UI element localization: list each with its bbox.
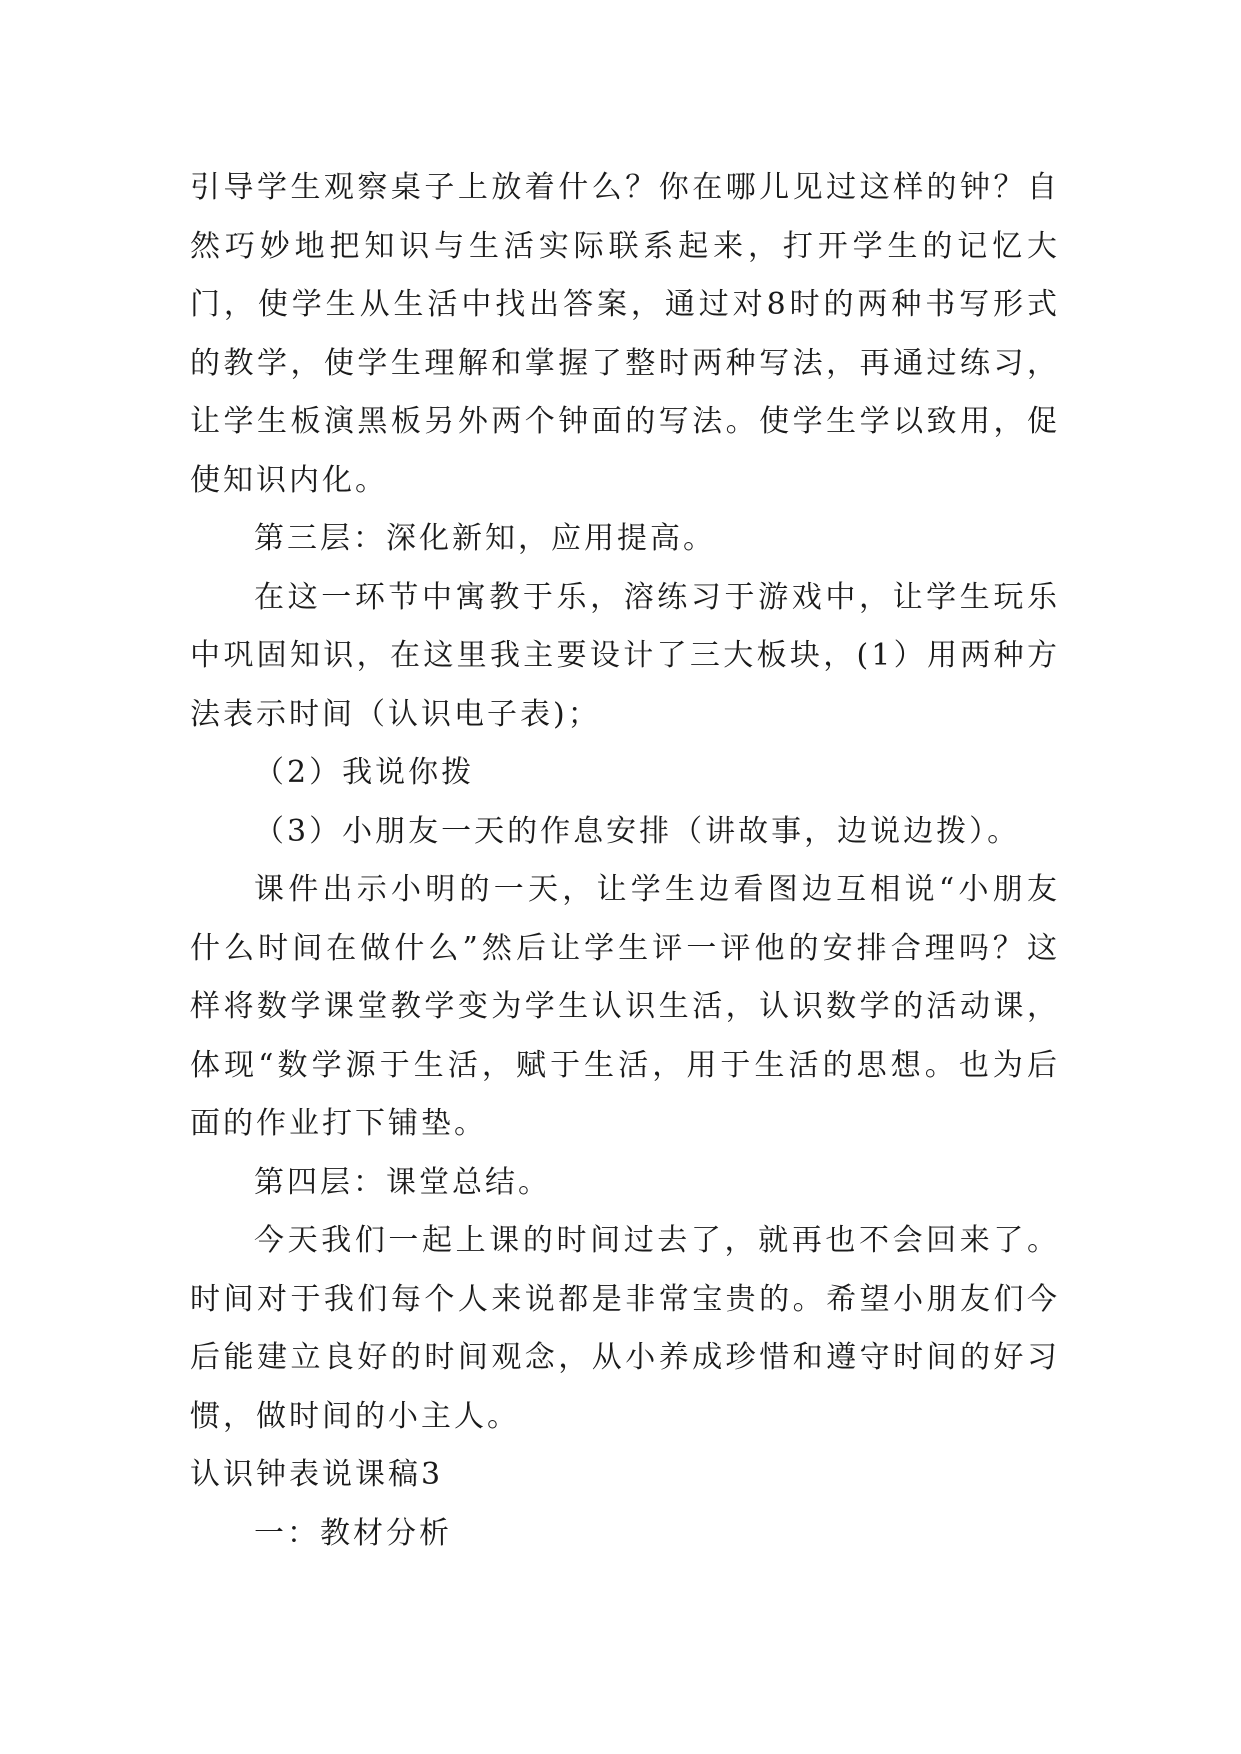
- paragraph-xiaoming-day: 课件出示小明的一天，让学生边看图边互相说“小朋友什么时间在做什么”然后让学生评一评他的安排合理吗？这样将数学课堂教学变为学生认识生活，认识数学的活动课，体现“数学源于生活，赋于生活，用于生活的思想。也为后面的作业打下铺垫。: [190, 872, 1060, 1141]
- section-heading-textbook-analysis: 一：教材分析: [254, 1515, 452, 1551]
- document-title-3: 认识钟表说课稿3: [190, 1457, 444, 1492]
- section-heading-third-layer: 第三层：深化新知，应用提高。: [254, 521, 716, 556]
- document-body: [190, 159, 1060, 1563]
- list-item-3: （3）小朋友一天的作息安排（讲故事，边说边拨）。: [254, 813, 1021, 849]
- paragraph-intro: 引导学生观察桌子上放着什么？你在哪儿见过这样的钟？自然巧妙地把知识与生活实际联系起来，打开学生的记忆大门，使学生从生活中找出答案，通过对8时的两种书写形式的教学，使学生理解和掌握了整时两种写法，再通过练习，让学生板演黑板另外两个钟面的写法。使学生学以致用，促使知识内化。: [190, 170, 1060, 498]
- list-item-2: （2）我说你拨: [254, 755, 475, 790]
- section-heading-fourth-layer: 第四层：课堂总结。: [254, 1164, 551, 1200]
- paragraph-summary: 今天我们一起上课的时间过去了，就再也不会回来了。时间对于我们每个人来说都是非常宝贵的。希望小朋友们今后能建立良好的时间观念，从小养成珍惜和遵守时间的好习惯，做时间的小主人。: [190, 1223, 1060, 1434]
- paragraph-game-practice: 在这一环节中寓教于乐，溶练习于游戏中，让学生玩乐中巩固知识，在这里我主要设计了三大板块，(1）用两种方法表示时间（认识电子表)；: [190, 579, 1060, 732]
